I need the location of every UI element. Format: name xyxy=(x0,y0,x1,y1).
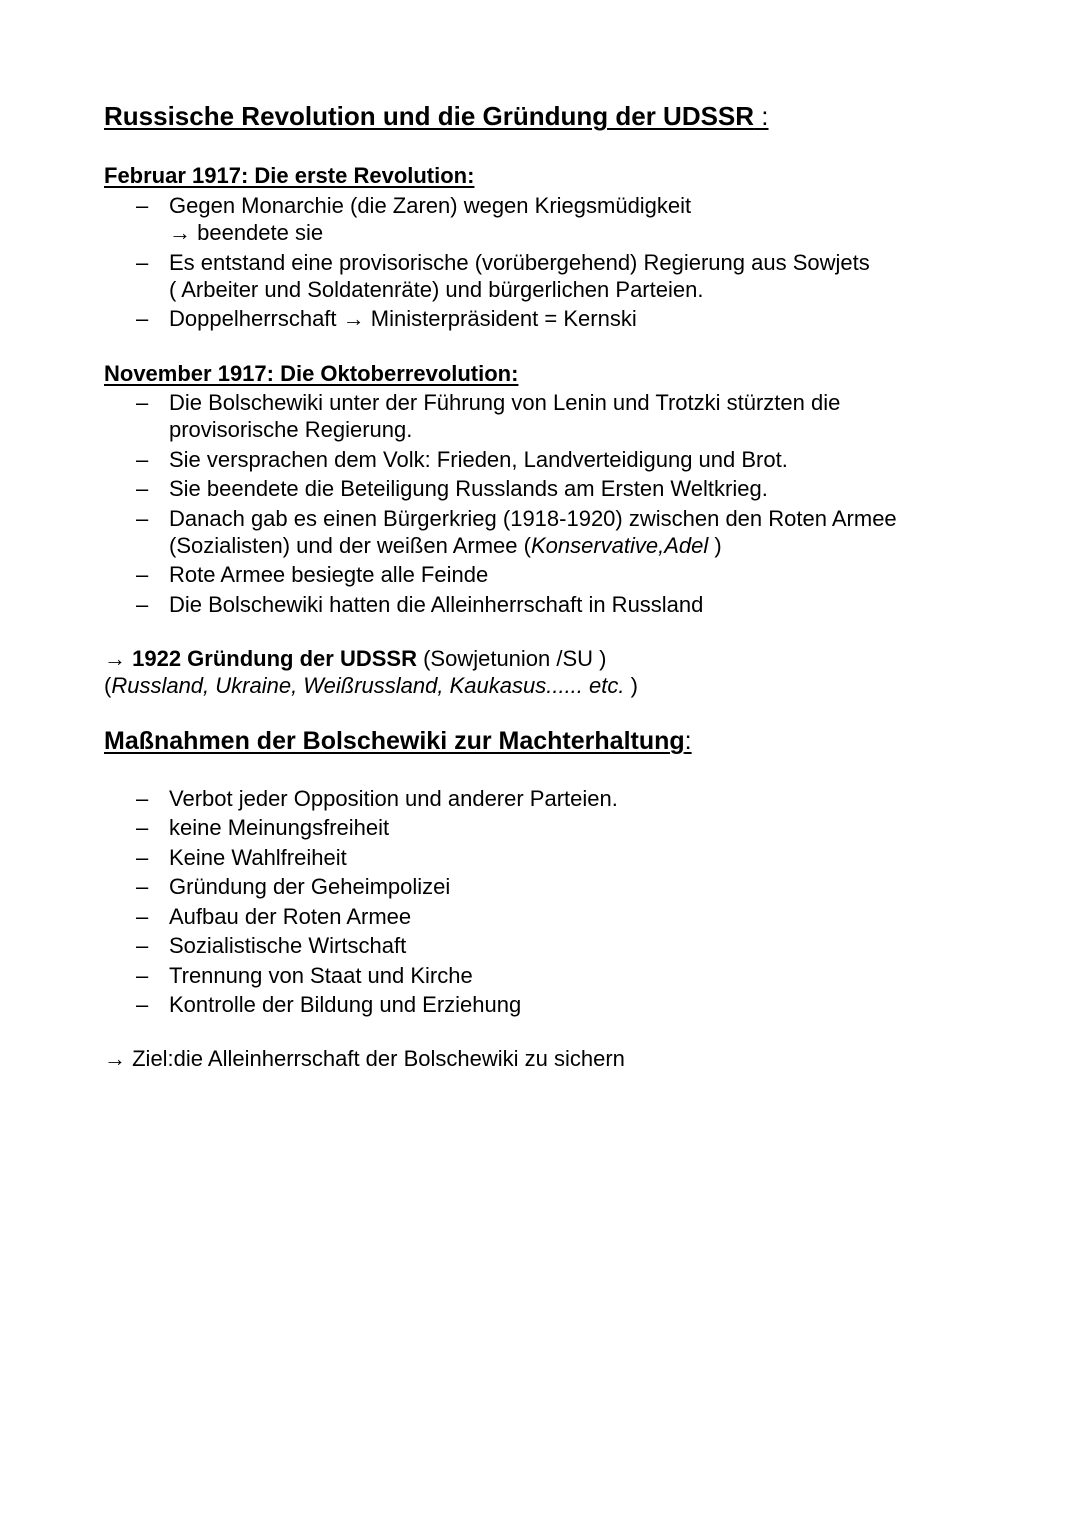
list-item: Danach gab es einen Bürgerkrieg (1918-1920) zwischen den Roten Armee xyxy=(169,506,897,531)
founding-rest: (Sowjetunion /SU ) xyxy=(416,646,607,671)
bullet-dash: – xyxy=(136,963,149,988)
bullet-dash: – xyxy=(136,306,149,331)
list-item: Aufbau der Roten Armee xyxy=(169,904,412,929)
bullet-dash: – xyxy=(136,992,149,1017)
bullet-dash: – xyxy=(136,786,149,811)
bullet-dash: – xyxy=(136,815,149,840)
list-item: Die Bolschewiki hatten die Alleinherrschaft in Russland xyxy=(169,592,704,617)
bullet-dash: – xyxy=(136,476,149,501)
founding-line xyxy=(104,646,607,672)
title-text: Russische Revolution und die Gründung der UDSSR xyxy=(104,101,755,131)
list-item: Die Bolschewiki unter der Führung von Lenin und Trotzki stürzten die xyxy=(169,390,841,415)
bullet-dash: – xyxy=(136,562,149,587)
list-item-continuation: → beendete sie xyxy=(169,220,324,245)
founding-members xyxy=(104,673,638,699)
list-item: Gründung der Geheimpolizei xyxy=(169,874,451,899)
italic-run: Konservative,Adel xyxy=(530,533,709,558)
bullet-dash: – xyxy=(136,250,149,275)
bullet-dash: – xyxy=(136,447,149,472)
bullet-dash: – xyxy=(136,904,149,929)
page-title xyxy=(104,101,769,132)
text-run: ) xyxy=(708,533,722,558)
list-item: Kontrolle der Bildung und Erziehung xyxy=(169,992,522,1017)
text-run: ( xyxy=(104,673,112,698)
list-item: Sie beendete die Beteiligung Russlands am Ersten Weltkrieg. xyxy=(169,476,768,501)
goal-line: → Ziel:die Alleinherrschaft der Bolschewiki zu sichern xyxy=(104,1046,625,1071)
title-colon: : xyxy=(754,101,769,131)
bullet-dash: – xyxy=(136,193,149,218)
arrow-glyph: → xyxy=(104,646,133,671)
list-item-continuation: provisorische Regierung. xyxy=(169,417,413,442)
list-item: Sozialistische Wirtschaft xyxy=(169,933,407,958)
section-heading-november: November 1917: Die Oktoberrevolution: xyxy=(104,361,519,386)
bullet-dash: – xyxy=(136,390,149,415)
heading-tail: : xyxy=(684,727,692,755)
list-item-continuation xyxy=(169,533,722,559)
text-run: (Sozialisten) und der weißen Armee ( xyxy=(169,533,531,558)
list-item: Verbot jeder Opposition und anderer Parteien. xyxy=(169,786,618,811)
list-item-continuation: ( Arbeiter und Soldatenräte) und bürgerlichen Parteien. xyxy=(169,277,704,302)
list-item: Doppelherrschaft → Ministerpräsident = Kernski xyxy=(169,306,637,331)
section-heading-measures xyxy=(104,727,692,756)
text-run: ) xyxy=(624,673,638,698)
section-heading-february: Februar 1917: Die erste Revolution: xyxy=(104,163,475,188)
bullet-dash: – xyxy=(136,874,149,899)
founding-bold: 1922 Gründung der UDSSR xyxy=(132,646,417,671)
list-item: keine Meinungsfreiheit xyxy=(169,815,390,840)
list-item: Rote Armee besiegte alle Feinde xyxy=(169,562,489,587)
list-item: Sie versprachen dem Volk: Frieden, Landverteidigung und Brot. xyxy=(169,447,788,472)
list-item: Trennung von Staat und Kirche xyxy=(169,963,473,988)
bullet-dash: – xyxy=(136,592,149,617)
italic-run: Russland, Ukraine, Weißrussland, Kaukasus...... etc. xyxy=(111,673,625,698)
heading-text: Maßnahmen der Bolschewiki zur Machterhaltung xyxy=(104,727,685,755)
list-item: Es entstand eine provisorische (vorübergehend) Regierung aus Sowjets xyxy=(169,250,870,275)
list-item: Keine Wahlfreiheit xyxy=(169,845,347,870)
list-item: Gegen Monarchie (die Zaren) wegen Kriegsmüdigkeit xyxy=(169,193,692,218)
bullet-dash: – xyxy=(136,845,149,870)
bullet-dash: – xyxy=(136,933,149,958)
bullet-dash: – xyxy=(136,506,149,531)
